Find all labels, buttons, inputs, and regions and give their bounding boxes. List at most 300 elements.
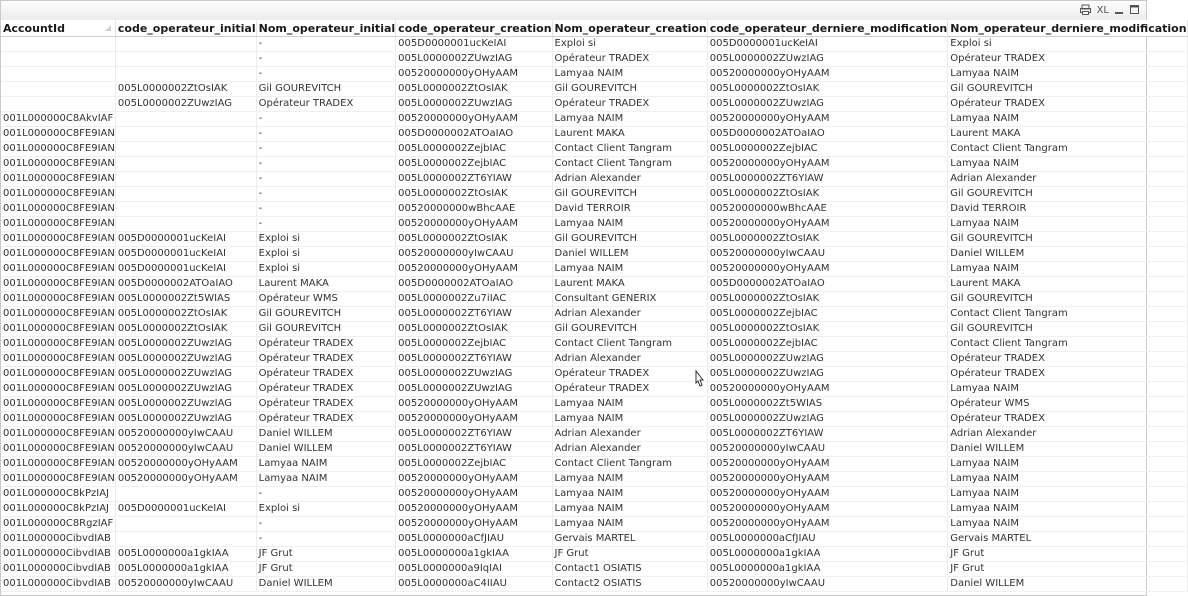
table-cell[interactable]: 005L0000002ZUwzIAG [707, 367, 948, 382]
table-cell[interactable]: Contact Client Tangram [552, 337, 707, 352]
table-cell[interactable]: Opérateur TRADEX [552, 382, 707, 397]
table-row[interactable] [1, 397, 1187, 412]
table-cell[interactable]: 001L000000C8FE9IAN [1, 142, 115, 157]
table-cell[interactable]: - [256, 517, 396, 532]
table-cell[interactable]: - [256, 67, 396, 82]
table-cell[interactable]: 005L0000002ZtOsIAK [115, 307, 256, 322]
table-cell[interactable]: Adrian Alexander [552, 427, 707, 442]
table-cell[interactable]: Laurent MAKA [552, 127, 707, 142]
table-cell[interactable]: - [256, 187, 396, 202]
table-cell[interactable]: 00520000000yOHyAAM [396, 517, 552, 532]
table-cell[interactable]: JF Grut [552, 547, 707, 562]
table-cell[interactable]: 00520000000yOHyAAM [707, 217, 948, 232]
table-cell[interactable]: Opérateur TRADEX [256, 337, 396, 352]
table-cell[interactable]: Daniel WILLEM [948, 577, 1187, 592]
table-cell[interactable]: - [256, 532, 396, 547]
table-cell[interactable]: 005L0000002ZtOsIAK [707, 232, 948, 247]
table-cell[interactable]: 005D0000002ATOaIAO [707, 127, 948, 142]
table-cell[interactable]: 005L0000002ZUwzIAG [115, 367, 256, 382]
table-cell[interactable]: Lamyaa NAIM [552, 397, 707, 412]
table-cell[interactable]: Gil GOUREVITCH [948, 187, 1187, 202]
table-cell[interactable]: 00520000000yOHyAAM [707, 502, 948, 517]
table-row[interactable] [1, 352, 1187, 367]
table-cell[interactable]: Laurent MAKA [552, 277, 707, 292]
table-cell[interactable]: 00520000000yOHyAAM [707, 157, 948, 172]
table-cell[interactable]: 005D0000001ucKeIAI [707, 37, 948, 52]
table-cell[interactable]: 005L0000002ZtOsIAK [707, 82, 948, 97]
table-cell[interactable]: 00520000000yOHyAAM [707, 517, 948, 532]
table-cell[interactable]: Lamyaa NAIM [552, 67, 707, 82]
table-cell[interactable]: 001L000000C8FE9IAN [1, 412, 115, 427]
table-row[interactable] [1, 142, 1187, 157]
table-cell[interactable]: 001L000000C8FE9IAN [1, 472, 115, 487]
table-cell[interactable]: Lamyaa NAIM [948, 112, 1187, 127]
table-cell[interactable]: - [256, 217, 396, 232]
table-cell[interactable]: 00520000000yIwCAAU [707, 442, 948, 457]
table-cell[interactable]: Gervais MARTEL [948, 532, 1187, 547]
table-cell[interactable] [1, 67, 115, 82]
table-cell[interactable]: Opérateur TRADEX [552, 52, 707, 67]
table-cell[interactable]: Lamyaa NAIM [552, 412, 707, 427]
table-cell[interactable]: Lamyaa NAIM [948, 67, 1187, 82]
table-cell[interactable]: 00520000000wBhcAAE [396, 202, 552, 217]
table-row[interactable] [1, 202, 1187, 217]
table-cell[interactable]: Consultant GENERIX [552, 292, 707, 307]
table-cell[interactable]: - [256, 127, 396, 142]
table-cell[interactable]: 005D0000002ATOaIAO [707, 277, 948, 292]
table-cell[interactable]: Adrian Alexander [552, 442, 707, 457]
table-cell[interactable]: 00520000000yOHyAAM [115, 472, 256, 487]
table-cell[interactable]: 00520000000yOHyAAM [115, 457, 256, 472]
table-cell[interactable]: 00520000000yOHyAAM [396, 217, 552, 232]
print-icon[interactable] [1080, 4, 1091, 17]
table-cell[interactable]: JF Grut [948, 547, 1187, 562]
table-row[interactable] [1, 502, 1187, 517]
table-cell[interactable]: Lamyaa NAIM [256, 472, 396, 487]
table-cell[interactable]: 00520000000yOHyAAM [396, 397, 552, 412]
table-row[interactable] [1, 517, 1187, 532]
column-header[interactable] [1, 20, 115, 37]
table-cell[interactable]: Opérateur TRADEX [256, 397, 396, 412]
table-cell[interactable]: 005L0000002ZUwzIAG [707, 352, 948, 367]
table-cell[interactable]: Gil GOUREVITCH [948, 82, 1187, 97]
table-cell[interactable]: Exploi si [256, 502, 396, 517]
table-cell[interactable]: Lamyaa NAIM [552, 472, 707, 487]
table-row[interactable] [1, 547, 1187, 562]
table-cell[interactable]: Contact1 OSIATIS [552, 562, 707, 577]
table-row[interactable] [1, 442, 1187, 457]
table-cell[interactable]: 005L0000002ZUwzIAG [396, 367, 552, 382]
column-header[interactable]: Nom_operateur_derniere_modification [948, 20, 1187, 37]
table-cell[interactable]: Lamyaa NAIM [552, 517, 707, 532]
table-cell[interactable]: - [256, 172, 396, 187]
table-cell[interactable]: - [256, 142, 396, 157]
table-cell[interactable]: Lamyaa NAIM [948, 472, 1187, 487]
table-cell[interactable]: 00520000000yOHyAAM [396, 412, 552, 427]
table-cell[interactable]: Opérateur TRADEX [948, 52, 1187, 67]
table-cell[interactable] [115, 202, 256, 217]
table-cell[interactable]: Lamyaa NAIM [948, 157, 1187, 172]
table-cell[interactable]: 005L0000002ZUwzIAG [115, 337, 256, 352]
table-cell[interactable]: 001L000000C8FE9IAN [1, 367, 115, 382]
table-cell[interactable] [115, 37, 256, 52]
table-row[interactable] [1, 367, 1187, 382]
table-cell[interactable]: 001L000000CibvdIAB [1, 547, 115, 562]
table-cell[interactable]: 005D0000001ucKeIAI [115, 232, 256, 247]
table-cell[interactable]: 005L0000002ZUwzIAG [115, 412, 256, 427]
table-cell[interactable]: Contact Client Tangram [948, 337, 1187, 352]
table-cell[interactable]: - [256, 112, 396, 127]
table-cell[interactable]: Gil GOUREVITCH [256, 307, 396, 322]
table-cell[interactable]: Daniel WILLEM [948, 247, 1187, 262]
table-cell[interactable]: Contact Client Tangram [948, 307, 1187, 322]
table-cell[interactable]: 005L0000002ZejbIAC [707, 307, 948, 322]
table-row[interactable] [1, 427, 1187, 442]
table-cell[interactable]: Gil GOUREVITCH [552, 232, 707, 247]
table-cell[interactable]: 001L000000C8FE9IAN [1, 322, 115, 337]
table-cell[interactable]: Lamyaa NAIM [948, 382, 1187, 397]
table-cell[interactable]: Opérateur WMS [256, 292, 396, 307]
table-cell[interactable]: 005L0000002ZT6YIAW [707, 427, 948, 442]
table-cell[interactable]: 001L000000C8FE9IAN [1, 217, 115, 232]
table-cell[interactable]: Lamyaa NAIM [552, 262, 707, 277]
table-cell[interactable]: - [256, 487, 396, 502]
table-cell[interactable]: Gil GOUREVITCH [256, 82, 396, 97]
table-cell[interactable]: 00520000000yOHyAAM [396, 472, 552, 487]
table-cell[interactable]: 001L000000C8FE9IAN [1, 262, 115, 277]
table-cell[interactable]: Daniel WILLEM [256, 442, 396, 457]
table-cell[interactable]: Daniel WILLEM [552, 247, 707, 262]
table-row[interactable] [1, 562, 1187, 577]
table-row[interactable] [1, 82, 1187, 97]
table-cell[interactable]: 005D0000001ucKeIAI [115, 502, 256, 517]
table-row[interactable] [1, 292, 1187, 307]
table-cell[interactable]: 001L000000C8FE9IAN [1, 307, 115, 322]
table-cell[interactable]: 005L0000002ZtOsIAK [707, 322, 948, 337]
table-cell[interactable]: 005L0000002ZUwzIAG [115, 397, 256, 412]
table-cell[interactable]: 005L0000000a1gkIAA [707, 562, 948, 577]
column-header[interactable]: code_operateur_creation [396, 20, 552, 37]
table-cell[interactable]: Lamyaa NAIM [552, 112, 707, 127]
table-cell[interactable]: Opérateur TRADEX [256, 97, 396, 112]
table-cell[interactable]: Gil GOUREVITCH [552, 322, 707, 337]
table-cell[interactable] [115, 127, 256, 142]
minimize-icon[interactable] [1115, 4, 1124, 17]
table-cell[interactable]: 005D0000002ATOaIAO [115, 277, 256, 292]
table-cell[interactable]: 005L0000000aCfJIAU [396, 532, 552, 547]
table-cell[interactable]: 005L0000002ZejbIAC [707, 337, 948, 352]
table-cell[interactable]: Opérateur TRADEX [948, 367, 1187, 382]
table-cell[interactable]: 001L000000C8FE9IAN [1, 172, 115, 187]
table-cell[interactable]: 005L0000002ZejbIAC [396, 457, 552, 472]
table-cell[interactable]: 005L0000002Zt5WIAS [707, 397, 948, 412]
table-cell[interactable]: 001L000000C8kPzIAJ [1, 487, 115, 502]
table-cell[interactable]: 005L0000002ZT6YIAW [396, 427, 552, 442]
table-cell[interactable]: Opérateur TRADEX [256, 412, 396, 427]
table-cell[interactable]: Lamyaa NAIM [552, 487, 707, 502]
table-cell[interactable]: Opérateur WMS [948, 397, 1187, 412]
table-row[interactable] [1, 52, 1187, 67]
table-row[interactable] [1, 127, 1187, 142]
table-row[interactable] [1, 217, 1187, 232]
table-cell[interactable]: David TERROIR [552, 202, 707, 217]
table-cell[interactable]: Lamyaa NAIM [948, 517, 1187, 532]
table-cell[interactable] [115, 142, 256, 157]
table-cell[interactable]: 001L000000C8FE9IAN [1, 337, 115, 352]
table-cell[interactable]: 001L000000C8FE9IAN [1, 127, 115, 142]
table-cell[interactable]: 005L0000000a1gkIAA [396, 547, 552, 562]
table-cell[interactable]: 001L000000C8kPzIAJ [1, 502, 115, 517]
table-cell[interactable] [115, 112, 256, 127]
table-cell[interactable]: 00520000000yIwCAAU [115, 442, 256, 457]
table-cell[interactable]: 001L000000C8FE9IAN [1, 442, 115, 457]
table-cell[interactable]: 00520000000yOHyAAM [396, 487, 552, 502]
table-row[interactable] [1, 37, 1187, 52]
table-row[interactable] [1, 232, 1187, 247]
table-cell[interactable]: 00520000000wBhcAAE [707, 202, 948, 217]
table-row[interactable] [1, 382, 1187, 397]
table-cell[interactable] [115, 487, 256, 502]
maximize-icon[interactable] [1130, 4, 1140, 17]
table-cell[interactable]: 00520000000yOHyAAM [396, 262, 552, 277]
table-cell[interactable]: Lamyaa NAIM [948, 487, 1187, 502]
table-cell[interactable]: 005L0000002ZtOsIAK [707, 292, 948, 307]
table-cell[interactable]: 005L0000000a1gkIAA [115, 562, 256, 577]
table-cell[interactable]: 005L0000002ZUwzIAG [396, 52, 552, 67]
table-row[interactable] [1, 247, 1187, 262]
table-cell[interactable]: 005L0000002ZUwzIAG [115, 97, 256, 112]
table-cell[interactable]: Exploi si [948, 37, 1187, 52]
table-cell[interactable]: 00520000000yIwCAAU [115, 427, 256, 442]
table-row[interactable] [1, 97, 1187, 112]
table-cell[interactable]: 001L000000C8FE9IAN [1, 457, 115, 472]
column-header[interactable]: Nom_operateur_initial [256, 20, 396, 37]
table-cell[interactable]: Adrian Alexander [948, 172, 1187, 187]
table-cell[interactable]: 00520000000yOHyAAM [707, 112, 948, 127]
table-cell[interactable]: 001L000000CibvdIAB [1, 532, 115, 547]
table-cell[interactable]: Daniel WILLEM [256, 577, 396, 592]
table-row[interactable] [1, 337, 1187, 352]
table-cell[interactable]: Opérateur TRADEX [948, 97, 1187, 112]
table-row[interactable] [1, 262, 1187, 277]
table-cell[interactable]: 005L0000002ZUwzIAG [396, 382, 552, 397]
table-cell[interactable]: 001L000000C8FE9IAN [1, 277, 115, 292]
table-cell[interactable]: 005L0000002ZtOsIAK [115, 82, 256, 97]
table-cell[interactable]: 001L000000CibvdIAB [1, 577, 115, 592]
table-cell[interactable]: 005D0000001ucKeIAI [396, 37, 552, 52]
table-cell[interactable]: 005L0000002ZtOsIAK [396, 82, 552, 97]
table-cell[interactable]: 00520000000yIwCAAU [115, 577, 256, 592]
table-cell[interactable]: Opérateur TRADEX [256, 367, 396, 382]
table-cell[interactable]: 00520000000yOHyAAM [707, 487, 948, 502]
table-cell[interactable]: 005L0000002ZejbIAC [396, 157, 552, 172]
table-cell[interactable]: 005L0000002ZtOsIAK [115, 322, 256, 337]
table-cell[interactable]: 001L000000C8FE9IAN [1, 232, 115, 247]
table-cell[interactable]: Laurent MAKA [948, 277, 1187, 292]
table-cell[interactable]: 00520000000yIwCAAU [707, 247, 948, 262]
table-cell[interactable] [115, 217, 256, 232]
table-row[interactable] [1, 322, 1187, 337]
table-cell[interactable]: 005L0000002Zu7iIAC [396, 292, 552, 307]
table-cell[interactable] [115, 532, 256, 547]
table-cell[interactable]: 005L0000002ZUwzIAG [115, 382, 256, 397]
table-cell[interactable]: 00520000000yOHyAAM [707, 67, 948, 82]
table-cell[interactable]: 001L000000C8FE9IAN [1, 292, 115, 307]
table-row[interactable] [1, 157, 1187, 172]
table-cell[interactable]: Lamyaa NAIM [948, 502, 1187, 517]
table-cell[interactable]: Laurent MAKA [256, 277, 396, 292]
table-cell[interactable]: 005L0000002ZT6YIAW [396, 352, 552, 367]
table-cell[interactable]: 005L0000002ZT6YIAW [396, 307, 552, 322]
table-cell[interactable]: - [256, 202, 396, 217]
table-cell[interactable]: 005L0000002ZUwzIAG [115, 352, 256, 367]
table-cell[interactable]: 005L0000000aC4IIAU [396, 577, 552, 592]
table-cell[interactable]: Contact Client Tangram [552, 142, 707, 157]
table-row[interactable] [1, 487, 1187, 502]
table-cell[interactable]: Lamyaa NAIM [948, 217, 1187, 232]
table-cell[interactable]: - [256, 157, 396, 172]
table-cell[interactable]: 005L0000000a1gkIAA [115, 547, 256, 562]
table-row[interactable] [1, 277, 1187, 292]
table-cell[interactable]: 001L000000C8FE9IAN [1, 247, 115, 262]
table-cell[interactable] [1, 52, 115, 67]
table-cell[interactable]: 00520000000yIwCAAU [396, 247, 552, 262]
table-cell[interactable]: 001L000000C8FE9IAN [1, 187, 115, 202]
table-cell[interactable]: 001L000000C8FE9IAN [1, 397, 115, 412]
table-cell[interactable]: 005D0000001ucKeIAI [115, 247, 256, 262]
table-row[interactable] [1, 457, 1187, 472]
table-cell[interactable]: JF Grut [948, 562, 1187, 577]
table-cell[interactable]: 005D0000002ATOaIAO [396, 127, 552, 142]
table-cell[interactable]: Adrian Alexander [552, 307, 707, 322]
table-cell[interactable]: Gervais MARTEL [552, 532, 707, 547]
table-cell[interactable]: Gil GOUREVITCH [552, 82, 707, 97]
table-cell[interactable] [115, 67, 256, 82]
table-cell[interactable]: 00520000000yOHyAAM [396, 502, 552, 517]
table-cell[interactable]: 005L0000002Zt5WIAS [115, 292, 256, 307]
table-cell[interactable]: Exploi si [552, 37, 707, 52]
table-cell[interactable]: Daniel WILLEM [948, 442, 1187, 457]
table-cell[interactable]: 005L0000002ZtOsIAK [707, 187, 948, 202]
table-cell[interactable]: 001L000000C8FE9IAN [1, 382, 115, 397]
table-cell[interactable]: 001L000000C8FE9IAN [1, 352, 115, 367]
table-cell[interactable]: 00520000000yOHyAAM [396, 112, 552, 127]
table-cell[interactable]: Exploi si [256, 232, 396, 247]
table-row[interactable] [1, 472, 1187, 487]
table-cell[interactable]: Lamyaa NAIM [948, 262, 1187, 277]
table-cell[interactable]: 005D0000001ucKeIAI [115, 262, 256, 277]
table-cell[interactable]: 005L0000002ZtOsIAK [396, 187, 552, 202]
table-cell[interactable]: 005L0000000a1gkIAA [707, 547, 948, 562]
table-cell[interactable]: 001L000000C8AkvIAF [1, 112, 115, 127]
column-header[interactable]: code_operateur_derniere_modification [707, 20, 948, 37]
table-cell[interactable]: - [256, 37, 396, 52]
table-cell[interactable]: Gil GOUREVITCH [256, 322, 396, 337]
table-cell[interactable] [115, 157, 256, 172]
table-cell[interactable]: Contact Client Tangram [552, 157, 707, 172]
table-cell[interactable]: JF Grut [256, 547, 396, 562]
table-cell[interactable]: 001L000000C8FE9IAN [1, 427, 115, 442]
table-cell[interactable]: Gil GOUREVITCH [552, 187, 707, 202]
table-cell[interactable] [1, 37, 115, 52]
table-cell[interactable]: Adrian Alexander [552, 172, 707, 187]
table-cell[interactable]: - [256, 52, 396, 67]
table-cell[interactable]: Gil GOUREVITCH [948, 232, 1187, 247]
table-row[interactable] [1, 112, 1187, 127]
table-cell[interactable]: 001L000000CibvdIAB [1, 562, 115, 577]
table-cell[interactable]: 00520000000yOHyAAM [707, 457, 948, 472]
table-cell[interactable]: 005L0000002ZejbIAC [396, 337, 552, 352]
table-cell[interactable]: 00520000000yOHyAAM [707, 472, 948, 487]
table-cell[interactable]: 00520000000yOHyAAM [707, 382, 948, 397]
table-cell[interactable] [115, 52, 256, 67]
table-cell[interactable]: Opérateur TRADEX [256, 382, 396, 397]
table-cell[interactable] [115, 187, 256, 202]
table-row[interactable] [1, 577, 1187, 592]
table-cell[interactable]: Adrian Alexander [948, 427, 1187, 442]
table-cell[interactable] [115, 517, 256, 532]
table-cell[interactable]: 005D0000002ATOaIAO [396, 277, 552, 292]
table-cell[interactable]: Exploi si [256, 247, 396, 262]
table-cell[interactable]: Opérateur TRADEX [552, 97, 707, 112]
table-cell[interactable]: 005L0000000a9IqIAI [396, 562, 552, 577]
table-cell[interactable]: 001L000000C8FE9IAN [1, 202, 115, 217]
table-cell[interactable] [1, 97, 115, 112]
table-cell[interactable]: Laurent MAKA [948, 127, 1187, 142]
table-cell[interactable] [1, 82, 115, 97]
table-cell[interactable]: Lamyaa NAIM [948, 457, 1187, 472]
table-cell[interactable]: 005L0000002ZtOsIAK [396, 322, 552, 337]
send-to-excel-button[interactable]: XL [1096, 5, 1109, 16]
table-cell[interactable]: JF Grut [256, 562, 396, 577]
table-cell[interactable]: 00520000000yIwCAAU [707, 577, 948, 592]
table-cell[interactable]: 005L0000002ZUwzIAG [707, 97, 948, 112]
table-row[interactable] [1, 187, 1187, 202]
table-cell[interactable]: 005L0000002ZejbIAC [396, 142, 552, 157]
table-cell[interactable]: Opérateur TRADEX [948, 352, 1187, 367]
column-header[interactable]: code_operateur_initial [115, 20, 256, 37]
table-cell[interactable]: 005L0000000aCfJIAU [707, 532, 948, 547]
table-row[interactable] [1, 67, 1187, 82]
table-row[interactable] [1, 172, 1187, 187]
table-cell[interactable]: Opérateur TRADEX [552, 367, 707, 382]
table-cell[interactable]: 001L000000C8FE9IAN [1, 157, 115, 172]
table-cell[interactable]: 00520000000yOHyAAM [707, 262, 948, 277]
table-cell[interactable]: 005L0000002ZT6YIAW [396, 442, 552, 457]
table-cell[interactable]: Gil GOUREVITCH [948, 292, 1187, 307]
table-row[interactable] [1, 532, 1187, 547]
table-row[interactable] [1, 412, 1187, 427]
table-cell[interactable]: Opérateur TRADEX [948, 412, 1187, 427]
table-cell[interactable]: 001L000000C8RgzIAF [1, 517, 115, 532]
table-cell[interactable]: Contact Client Tangram [552, 457, 707, 472]
table-cell[interactable]: 005L0000002ZUwzIAG [707, 52, 948, 67]
table-cell[interactable]: Adrian Alexander [552, 352, 707, 367]
table-cell[interactable]: Opérateur TRADEX [256, 352, 396, 367]
table-cell[interactable]: Lamyaa NAIM [256, 457, 396, 472]
table-cell[interactable] [115, 172, 256, 187]
table-cell[interactable]: Gil GOUREVITCH [948, 322, 1187, 337]
table-cell[interactable]: Contact2 OSIATIS [552, 577, 707, 592]
table-cell[interactable]: Lamyaa NAIM [552, 217, 707, 232]
table-cell[interactable]: 00520000000yOHyAAM [396, 67, 552, 82]
table-cell[interactable]: 005L0000002ZT6YIAW [707, 172, 948, 187]
table-cell[interactable]: 005L0000002ZUwzIAG [707, 412, 948, 427]
table-cell[interactable]: Lamyaa NAIM [552, 502, 707, 517]
table-cell[interactable]: 005L0000002ZejbIAC [707, 142, 948, 157]
table-cell[interactable]: 005L0000002ZUwzIAG [396, 97, 552, 112]
table-row[interactable] [1, 307, 1187, 322]
